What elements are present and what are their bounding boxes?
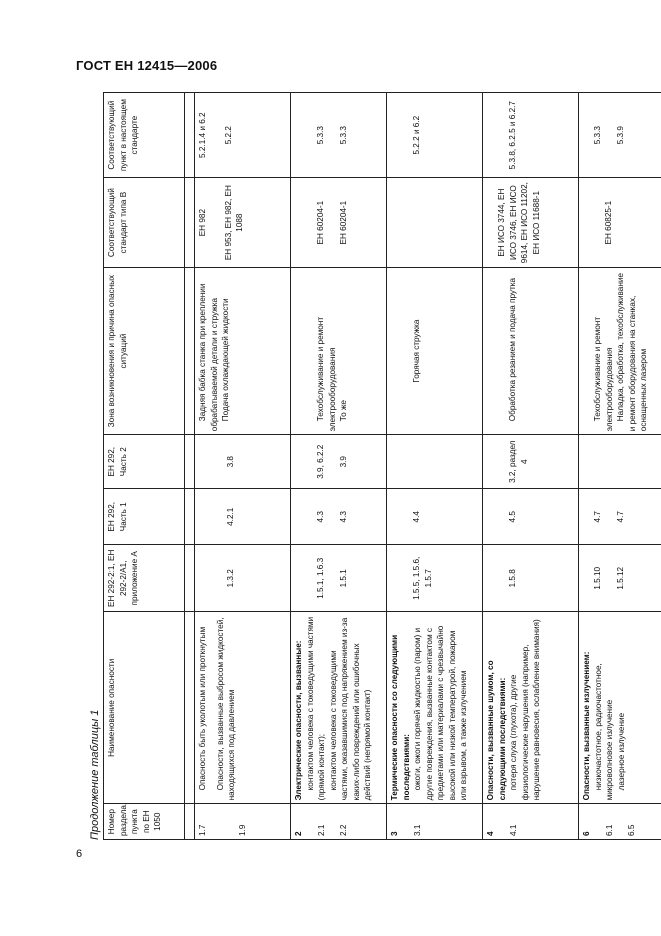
cell-en292-part1: [387, 489, 483, 545]
table-row: [195, 93, 291, 840]
value: 4.7: [615, 511, 625, 523]
cell-zone: [291, 267, 387, 434]
hazard-text: потеря слуха (глухота), другие физиологические нарушения (например, нарушение равновесия, ослабление внимания): [509, 619, 541, 801]
value: 4.3: [338, 511, 348, 523]
value: 5.2.2 и 6.2: [412, 115, 421, 155]
table-header-row: [104, 93, 185, 840]
cell-en292-2: [195, 545, 291, 612]
zone-text: Задняя бабка станка при креплении обрабатываемой детали и стружка: [198, 283, 219, 432]
hazard-heading: Опасности, вызванные излучением:: [582, 651, 591, 801]
hazard-heading: Электрические опасности, вызванные:: [294, 640, 303, 801]
cell-hazard: [387, 612, 483, 804]
col-header-hazard: Наименование опасности: [104, 612, 185, 804]
value: 4.5: [508, 511, 517, 523]
cell-number: [387, 804, 483, 840]
col-num: [185, 804, 195, 840]
cell-en292-part1: [483, 489, 579, 545]
value: 5.3.3: [593, 126, 602, 145]
cell-clause: [291, 93, 387, 178]
cell-type-b: [291, 178, 387, 268]
cell-en292-part1: [195, 489, 291, 545]
rotated-table-block: [88, 92, 648, 840]
table-row: [291, 93, 387, 840]
cell-en292-part2: [579, 435, 661, 489]
cell-en292-part2: [291, 435, 387, 489]
col-num: [185, 489, 195, 545]
zone-text: Техобслуживание и ремонт электрооборудования: [316, 316, 337, 432]
hazard-text: низкочастотное, радиочастотное, микроволновое излучение: [593, 663, 614, 801]
table-row: [579, 93, 661, 840]
row-number: 4: [486, 831, 495, 836]
value: 3.9: [338, 456, 348, 468]
row-number: 3: [390, 831, 399, 836]
cell-zone: [195, 267, 291, 434]
hazard-text: Опасности, вызванные выбросом жидкостей, находящихся под давлением: [215, 617, 236, 801]
value: ЕН 60825-1: [604, 200, 613, 245]
cell-type-b: [387, 178, 483, 268]
hazard-text: контактом человека с токоведущими частями, оказавшимися под напряжением из-за каких-либо повреждений или ошибочных действий (непрямой контакт): [328, 617, 372, 801]
value: 3.2, раздел 4: [508, 440, 529, 483]
value: ЕН 953, ЕН 982, ЕН 1088: [223, 185, 244, 261]
cell-type-b: [483, 178, 579, 268]
zone-text: То же: [339, 400, 348, 422]
row-number: 2.1: [316, 824, 326, 836]
value: 1.5.1, 1.6.3: [316, 557, 325, 599]
hazards-table: [103, 92, 661, 840]
col-header-en292-2: ЕН 292-2:1, ЕН 292-2/А1, приложение А: [104, 545, 185, 612]
value: 1.5.8: [508, 569, 517, 588]
value: 1.5.1: [338, 569, 348, 588]
value: 4.7: [593, 511, 602, 523]
col-num: [185, 435, 195, 489]
cell-number: [291, 804, 387, 840]
cell-en292-part2: [483, 435, 579, 489]
value: 4.3: [316, 511, 325, 523]
cell-clause: [195, 93, 291, 178]
cell-type-b: [579, 178, 661, 268]
cell-clause: [387, 93, 483, 178]
zone-text: Обработка резанием и подача прутка: [508, 277, 517, 422]
value: 4.2.1: [226, 507, 235, 526]
cell-zone: [483, 267, 579, 434]
zone-text: Подача охлаждающей жидкости: [221, 298, 230, 422]
cell-en292-2: [579, 545, 661, 612]
cell-hazard: [483, 612, 579, 804]
row-number: 6: [582, 831, 591, 836]
value: ЕН 60204-1: [316, 200, 325, 245]
row-number: 3.1: [412, 824, 422, 836]
value: 5.2.1.4 и 6.2: [198, 112, 207, 158]
value: 4.4: [412, 511, 421, 523]
zone-text: Наладка, обработка, техобслуживание и ремонт оборудования на станках, оснащенных лазером: [616, 273, 648, 432]
value: 1.5.10: [593, 566, 602, 590]
value: 1.5.12: [615, 566, 625, 590]
cell-hazard: [195, 612, 291, 804]
value: 5.3.8, 6.2.5 и 6.2.7: [508, 101, 517, 170]
value: 5.3.9: [615, 126, 625, 145]
col-num: [185, 545, 195, 612]
cell-hazard: [291, 612, 387, 804]
page-number: 6: [76, 848, 83, 860]
cell-en292-part1: [291, 489, 387, 545]
hazard-text: ожоги, ожоги горячей жидкостью (паром) и другие повреждения, вызванные контактом с предметами или материалами с чрезвычайно высокой или низкой температурой, пожаром или взрывом, а также излучением: [413, 625, 468, 801]
cell-en292-2: [291, 545, 387, 612]
value: 3.9, 6.2.2: [316, 444, 325, 479]
col-header-en292-part2: ЕН 292, Часть 2: [104, 435, 185, 489]
col-header-clause: Соответствующий пункт в настоящем стандарте: [104, 93, 185, 178]
hazard-text: Опасность быть уколотым или проткнутым: [198, 626, 207, 791]
zone-text: Техобслуживание и ремонт электрооборудования: [593, 316, 614, 432]
col-num: [185, 178, 195, 268]
hazard-text: лазерное излучение: [616, 712, 626, 791]
cell-type-b: [195, 178, 291, 268]
hazard-text: контактом человека с токоведущими частями (прямой контакт);: [305, 616, 326, 801]
cell-clause: [579, 93, 661, 178]
value: 5.3.3: [338, 126, 348, 145]
cell-en292-2: [387, 545, 483, 612]
value: 3.8: [226, 456, 235, 468]
value: ЕН ИСО 3744, ЕН ИСО 3746, ЕН ИСО 9614, ЕН ИСО 11202, ЕН ИСО 11688-1: [497, 182, 541, 264]
value: 1.3.2: [226, 569, 235, 588]
cell-en292-part1: [579, 489, 661, 545]
zone-text: Горячая стружка: [412, 319, 421, 383]
cell-en292-2: [483, 545, 579, 612]
cell-en292-part2: [195, 435, 291, 489]
cell-number: [483, 804, 579, 840]
row-number: 2.2: [339, 824, 348, 836]
cell-zone: [387, 267, 483, 434]
cell-en292-part2: [387, 435, 483, 489]
table-row: [483, 93, 579, 840]
row-number: 1.7: [198, 824, 207, 836]
row-number: 4.1: [508, 824, 518, 836]
value: 5.3.3: [316, 126, 325, 145]
col-num: [185, 612, 195, 804]
col-num: [185, 93, 195, 178]
col-header-number: Номер раздела, пункта по ЕН 1050: [104, 804, 185, 840]
value: 1.5.5, 1.5.6, 1.5.7: [412, 556, 433, 600]
cell-clause: [483, 93, 579, 178]
row-number: 2: [294, 831, 303, 836]
col-header-en292-part1: ЕН 292, Часть 1: [104, 489, 185, 545]
value: ЕН 60204-1: [338, 200, 348, 245]
value: ЕН 982: [198, 208, 207, 237]
document-title: ГОСТ ЕН 12415—2006: [76, 58, 218, 73]
row-number: 6.5: [627, 824, 636, 836]
cell-zone: [579, 267, 661, 434]
hazard-heading: Термические опасности со следующими последствиями:: [390, 634, 411, 801]
value: 5.2.2: [223, 126, 233, 145]
cell-hazard: [579, 612, 661, 804]
column-number-row: [185, 93, 195, 840]
table-row: [387, 93, 483, 840]
cell-number: [579, 804, 661, 840]
cell-number: [195, 804, 291, 840]
col-num: [185, 267, 195, 434]
row-number: 1.9: [237, 824, 247, 836]
hazard-heading: Опасности, вызванные шумом, со следующими последствиями:: [486, 660, 507, 801]
table-caption: Продолжение таблицы 1: [89, 709, 101, 840]
col-header-zone: Зона возникновения и причина опасных ситуаций: [104, 267, 185, 434]
col-header-type-b: Соответствующий стандарт типа В: [104, 178, 185, 268]
row-number: 6.1: [604, 824, 614, 836]
